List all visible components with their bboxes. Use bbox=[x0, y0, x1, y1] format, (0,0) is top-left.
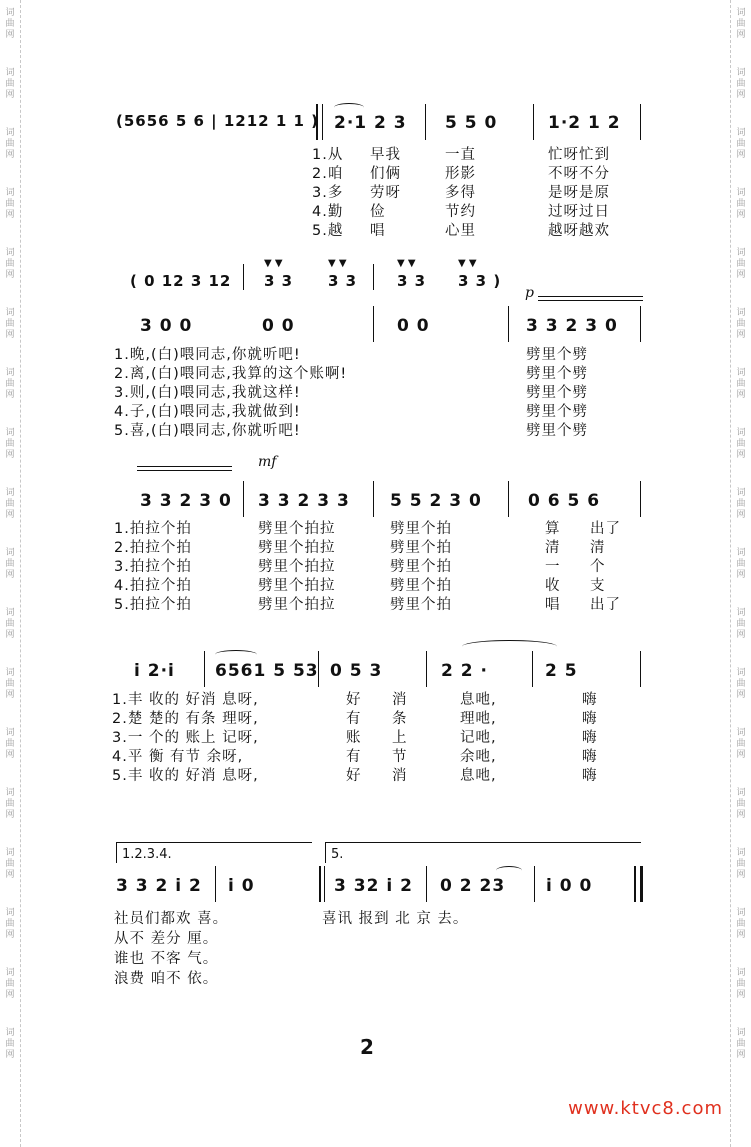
lyric-line: 浪费 咱不 依。 bbox=[114, 971, 219, 987]
lyric-cell: 收 bbox=[545, 578, 561, 594]
lyric-line: 1.晚,(白)喂同志,你就听吧! bbox=[114, 347, 301, 363]
volta-label-1: 1.2.3.4. bbox=[122, 847, 172, 862]
barline bbox=[508, 306, 509, 342]
lyric-cell: 嗨 bbox=[582, 768, 598, 784]
watermark-text: 词曲网 bbox=[5, 608, 15, 640]
watermark-text: 词曲网 bbox=[5, 788, 15, 820]
lyric-cell: 好 bbox=[346, 768, 362, 784]
lyric-cell: 息吔, bbox=[460, 692, 497, 708]
decrescendo-line bbox=[137, 470, 232, 471]
watermark-text: 词曲网 bbox=[5, 548, 15, 580]
lyric-cell: 2.咱 bbox=[312, 166, 344, 182]
repeat-barline bbox=[319, 866, 321, 902]
notes-measure: 3 3 2 3 3 bbox=[258, 491, 350, 511]
lyric-cell: 4.平 衡 有节 余呀, bbox=[112, 749, 244, 765]
lyric-cell: 早我 bbox=[370, 147, 401, 163]
lyric-cell: 有 bbox=[346, 711, 362, 727]
watermark-text: 词曲网 bbox=[5, 848, 15, 880]
lyric-line: 劈里个劈 bbox=[526, 385, 588, 401]
lyric-cell: 嗨 bbox=[582, 692, 598, 708]
notes-measure: 5 5 2 3 0 bbox=[390, 491, 482, 511]
dynamic-mark: p bbox=[525, 285, 534, 301]
watermark-text: 词曲网 bbox=[736, 848, 746, 880]
lyric-cell: 不呀不分 bbox=[548, 166, 610, 182]
lyric-cell: 5.越 bbox=[312, 223, 344, 239]
lyric-cell: 消 bbox=[392, 768, 408, 784]
lyric-line: 谁也 不客 气。 bbox=[114, 951, 219, 967]
accent-marks: ▼ ▼ bbox=[458, 258, 477, 269]
lyric-cell: 过呀过日 bbox=[548, 204, 610, 220]
watermark-text: 词曲网 bbox=[5, 8, 15, 40]
intro-notes: (5656 5 6 | 1212 1 1 ) bbox=[116, 112, 319, 130]
notes-measure: 0 0 bbox=[397, 316, 430, 336]
accent-marks: ▼ ▼ bbox=[264, 258, 283, 269]
lyric-cell: 消 bbox=[392, 692, 408, 708]
barline bbox=[318, 651, 319, 687]
watermark-text: 词曲网 bbox=[736, 548, 746, 580]
lyric-cell: 3.一 个的 账上 记呀, bbox=[112, 730, 259, 746]
lyric-cell: 形影 bbox=[445, 166, 476, 182]
slur bbox=[334, 103, 364, 112]
lyric-cell: 清 bbox=[590, 540, 606, 556]
lyric-line: 社员们都欢 喜。 bbox=[114, 911, 229, 927]
lyric-cell: 一直 bbox=[445, 147, 476, 163]
watermark-text: 词曲网 bbox=[5, 908, 15, 940]
watermark-text: 词曲网 bbox=[736, 308, 746, 340]
lyric-cell: 1.丰 收的 好消 息呀, bbox=[112, 692, 259, 708]
barline bbox=[322, 104, 323, 140]
watermark-text: 词曲网 bbox=[736, 488, 746, 520]
watermark-text: 词曲网 bbox=[5, 668, 15, 700]
notes-measure: 1·2 1 2 bbox=[548, 113, 621, 133]
barline bbox=[426, 866, 427, 902]
watermark-text: 词曲网 bbox=[736, 968, 746, 1000]
upper-notes: 3 3 bbox=[397, 272, 427, 290]
lyric-cell: 有 bbox=[346, 749, 362, 765]
barline bbox=[508, 481, 509, 517]
lyric-cell: 清 bbox=[545, 540, 561, 556]
lyric-cell: 余吔, bbox=[460, 749, 497, 765]
lyric-cell: 记吔, bbox=[460, 730, 497, 746]
lyric-cell: 支 bbox=[590, 578, 606, 594]
watermark-text: 词曲网 bbox=[5, 308, 15, 340]
notes-measure: i 2·i bbox=[134, 661, 175, 681]
lyric-cell: 账 bbox=[346, 730, 362, 746]
crescendo-line bbox=[538, 296, 643, 297]
watermark-text: 词曲网 bbox=[5, 368, 15, 400]
lyric-cell: 越呀越欢 bbox=[548, 223, 610, 239]
notes-measure: i 0 bbox=[228, 876, 255, 896]
watermark-text: 词曲网 bbox=[5, 728, 15, 760]
lyric-cell: 们俩 bbox=[370, 166, 401, 182]
lyric-cell: 劈里个拍 bbox=[390, 578, 452, 594]
right-margin-strip bbox=[730, 0, 751, 1147]
lyric-cell: 好 bbox=[346, 692, 362, 708]
lyric-cell: 劈里个拍拉 bbox=[258, 597, 336, 613]
notes-measure: 0 2 23 bbox=[440, 876, 506, 896]
barline bbox=[640, 651, 641, 687]
lyric-line: 3.则,(白)喂同志,我就这样! bbox=[114, 385, 301, 401]
watermark-text: 词曲网 bbox=[736, 1028, 746, 1060]
watermark-text: 词曲网 bbox=[5, 68, 15, 100]
watermark-text: 词曲网 bbox=[736, 608, 746, 640]
watermark-text: 词曲网 bbox=[5, 428, 15, 460]
watermark-text: 词曲网 bbox=[5, 488, 15, 520]
barline bbox=[640, 306, 641, 342]
notes-measure: 3 3 2 i 2 bbox=[116, 876, 202, 896]
lyric-line: 4.子,(白)喂同志,我就做到! bbox=[114, 404, 301, 420]
watermark-text: 词曲网 bbox=[736, 188, 746, 220]
barline bbox=[243, 264, 244, 290]
watermark-text: 词曲网 bbox=[736, 68, 746, 100]
lyric-cell: 出了 bbox=[590, 597, 621, 613]
lyric-cell: 多得 bbox=[445, 185, 476, 201]
lyric-cell: 俭 bbox=[370, 204, 386, 220]
barline bbox=[215, 866, 216, 902]
barline bbox=[640, 481, 641, 517]
lyric-cell: 唱 bbox=[545, 597, 561, 613]
barline bbox=[533, 104, 534, 140]
lyric-cell: 嗨 bbox=[582, 730, 598, 746]
watermark-text: 词曲网 bbox=[736, 128, 746, 160]
watermark-text: 词曲网 bbox=[5, 188, 15, 220]
upper-notes: ( 0 12 3 12 bbox=[130, 272, 232, 290]
accent-marks: ▼ ▼ bbox=[397, 258, 416, 269]
upper-notes: 3 3 bbox=[328, 272, 358, 290]
lyric-cell: 理吔, bbox=[460, 711, 497, 727]
watermark-text: 词曲网 bbox=[736, 668, 746, 700]
notes-measure: 2·1 2 3 bbox=[334, 113, 407, 133]
lyric-cell: 2.拍拉个拍 bbox=[114, 540, 192, 556]
dynamic-mark: mf bbox=[258, 454, 277, 470]
barline bbox=[243, 481, 244, 517]
lyric-cell: 唱 bbox=[370, 223, 386, 239]
lyric-cell: 5.拍拉个拍 bbox=[114, 597, 192, 613]
barline bbox=[425, 104, 426, 140]
lyric-line: 劈里个劈 bbox=[526, 366, 588, 382]
barline bbox=[534, 866, 535, 902]
lyric-cell: 3.多 bbox=[312, 185, 344, 201]
lyric-cell: 1.拍拉个拍 bbox=[114, 521, 192, 537]
notes-measure: 3 3 2 3 0 bbox=[140, 491, 232, 511]
lyric-line: 劈里个劈 bbox=[526, 404, 588, 420]
volta-bracket-2 bbox=[325, 842, 641, 863]
lyric-cell: 个 bbox=[590, 559, 606, 575]
lyric-cell: 劈里个拍 bbox=[390, 521, 452, 537]
lyric-cell: 忙呀忙到 bbox=[548, 147, 610, 163]
lyric-cell: 劈里个拍拉 bbox=[258, 578, 336, 594]
lyric-cell: 劈里个拍 bbox=[390, 559, 452, 575]
lyric-cell: 劈里个拍拉 bbox=[258, 559, 336, 575]
watermark-text: 词曲网 bbox=[736, 8, 746, 40]
lyric-cell: 嗨 bbox=[582, 749, 598, 765]
lyric-cell: 嗨 bbox=[582, 711, 598, 727]
slur bbox=[215, 650, 257, 659]
lyric-cell: 5.丰 收的 好消 息呀, bbox=[112, 768, 259, 784]
watermark-text: 词曲网 bbox=[5, 128, 15, 160]
lyric-cell: 条 bbox=[392, 711, 408, 727]
lyric-cell: 上 bbox=[392, 730, 408, 746]
watermark-text: 词曲网 bbox=[736, 428, 746, 460]
notes-measure: 0 6 5 6 bbox=[528, 491, 601, 511]
left-margin-strip bbox=[0, 0, 21, 1147]
repeat-barline bbox=[324, 866, 325, 902]
final-barline bbox=[634, 866, 636, 902]
barline bbox=[373, 481, 374, 517]
watermark-text: 词曲网 bbox=[736, 368, 746, 400]
lyric-cell: 4.勤 bbox=[312, 204, 344, 220]
tie bbox=[462, 640, 557, 653]
lyric-line: 从不 差分 厘。 bbox=[114, 931, 219, 947]
lyric-cell: 息吔, bbox=[460, 768, 497, 784]
crescendo-line bbox=[538, 300, 643, 301]
notes-measure: 0 0 bbox=[262, 316, 295, 336]
lyric-cell: 4.拍拉个拍 bbox=[114, 578, 192, 594]
notes-measure: 3 32 i 2 bbox=[334, 876, 413, 896]
barline bbox=[373, 306, 374, 342]
lyric-cell: 节 bbox=[392, 749, 408, 765]
final-barline bbox=[640, 866, 643, 902]
notes-measure: 0 5 3 bbox=[330, 661, 383, 681]
watermark-text: 词曲网 bbox=[5, 968, 15, 1000]
lyric-cell: 1.从 bbox=[312, 147, 344, 163]
notes-measure: i 0 0 bbox=[546, 876, 593, 896]
notes-measure: 3 3 2 3 0 bbox=[526, 316, 618, 336]
site-watermark: www.ktvc8.com bbox=[568, 1098, 723, 1119]
upper-notes: 3 3 ) bbox=[458, 272, 502, 290]
lyric-line: 喜讯 报到 北 京 去。 bbox=[322, 911, 469, 927]
barline bbox=[204, 651, 205, 687]
notes-measure: 5 5 0 bbox=[445, 113, 498, 133]
barline bbox=[316, 104, 318, 140]
lyric-line: 2.离,(白)喂同志,我算的这个账啊! bbox=[114, 366, 348, 382]
lyric-cell: 3.拍拉个拍 bbox=[114, 559, 192, 575]
decrescendo-line bbox=[137, 466, 232, 467]
lyric-cell: 算 bbox=[545, 521, 561, 537]
barline bbox=[373, 264, 374, 290]
lyric-line: 5.喜,(白)喂同志,你就听吧! bbox=[114, 423, 301, 439]
lyric-cell: 出了 bbox=[590, 521, 621, 537]
lyric-cell: 一 bbox=[545, 559, 561, 575]
lyric-cell: 劈里个拍拉 bbox=[258, 521, 336, 537]
lyric-cell: 劈里个拍 bbox=[390, 597, 452, 613]
lyric-line: 劈里个劈 bbox=[526, 347, 588, 363]
notes-measure: 2 5 bbox=[545, 661, 578, 681]
lyric-cell: 是呀是原 bbox=[548, 185, 610, 201]
upper-notes: 3 3 bbox=[264, 272, 294, 290]
slur bbox=[496, 866, 522, 875]
notes-measure: 3 0 0 bbox=[140, 316, 193, 336]
accent-marks: ▼ ▼ bbox=[328, 258, 347, 269]
barline bbox=[640, 104, 641, 140]
lyric-cell: 劈里个拍 bbox=[390, 540, 452, 556]
barline bbox=[532, 651, 533, 687]
lyric-cell: 节约 bbox=[445, 204, 476, 220]
lyric-cell: 2.楚 楚的 有条 理呀, bbox=[112, 711, 259, 727]
notes-measure: 2 2 · bbox=[441, 661, 488, 681]
lyric-line: 劈里个劈 bbox=[526, 423, 588, 439]
notes-measure: 6561 5 53 bbox=[215, 661, 319, 681]
lyric-cell: 劈里个拍拉 bbox=[258, 540, 336, 556]
watermark-text: 词曲网 bbox=[5, 1028, 15, 1060]
watermark-text: 词曲网 bbox=[736, 728, 746, 760]
lyric-cell: 心里 bbox=[445, 223, 476, 239]
watermark-text: 词曲网 bbox=[5, 248, 15, 280]
watermark-text: 词曲网 bbox=[736, 248, 746, 280]
watermark-text: 词曲网 bbox=[736, 908, 746, 940]
page-number: 2 bbox=[360, 1035, 374, 1059]
watermark-text: 词曲网 bbox=[736, 788, 746, 820]
lyric-cell: 劳呀 bbox=[370, 185, 401, 201]
barline bbox=[426, 651, 427, 687]
volta-label-2: 5. bbox=[331, 847, 344, 862]
